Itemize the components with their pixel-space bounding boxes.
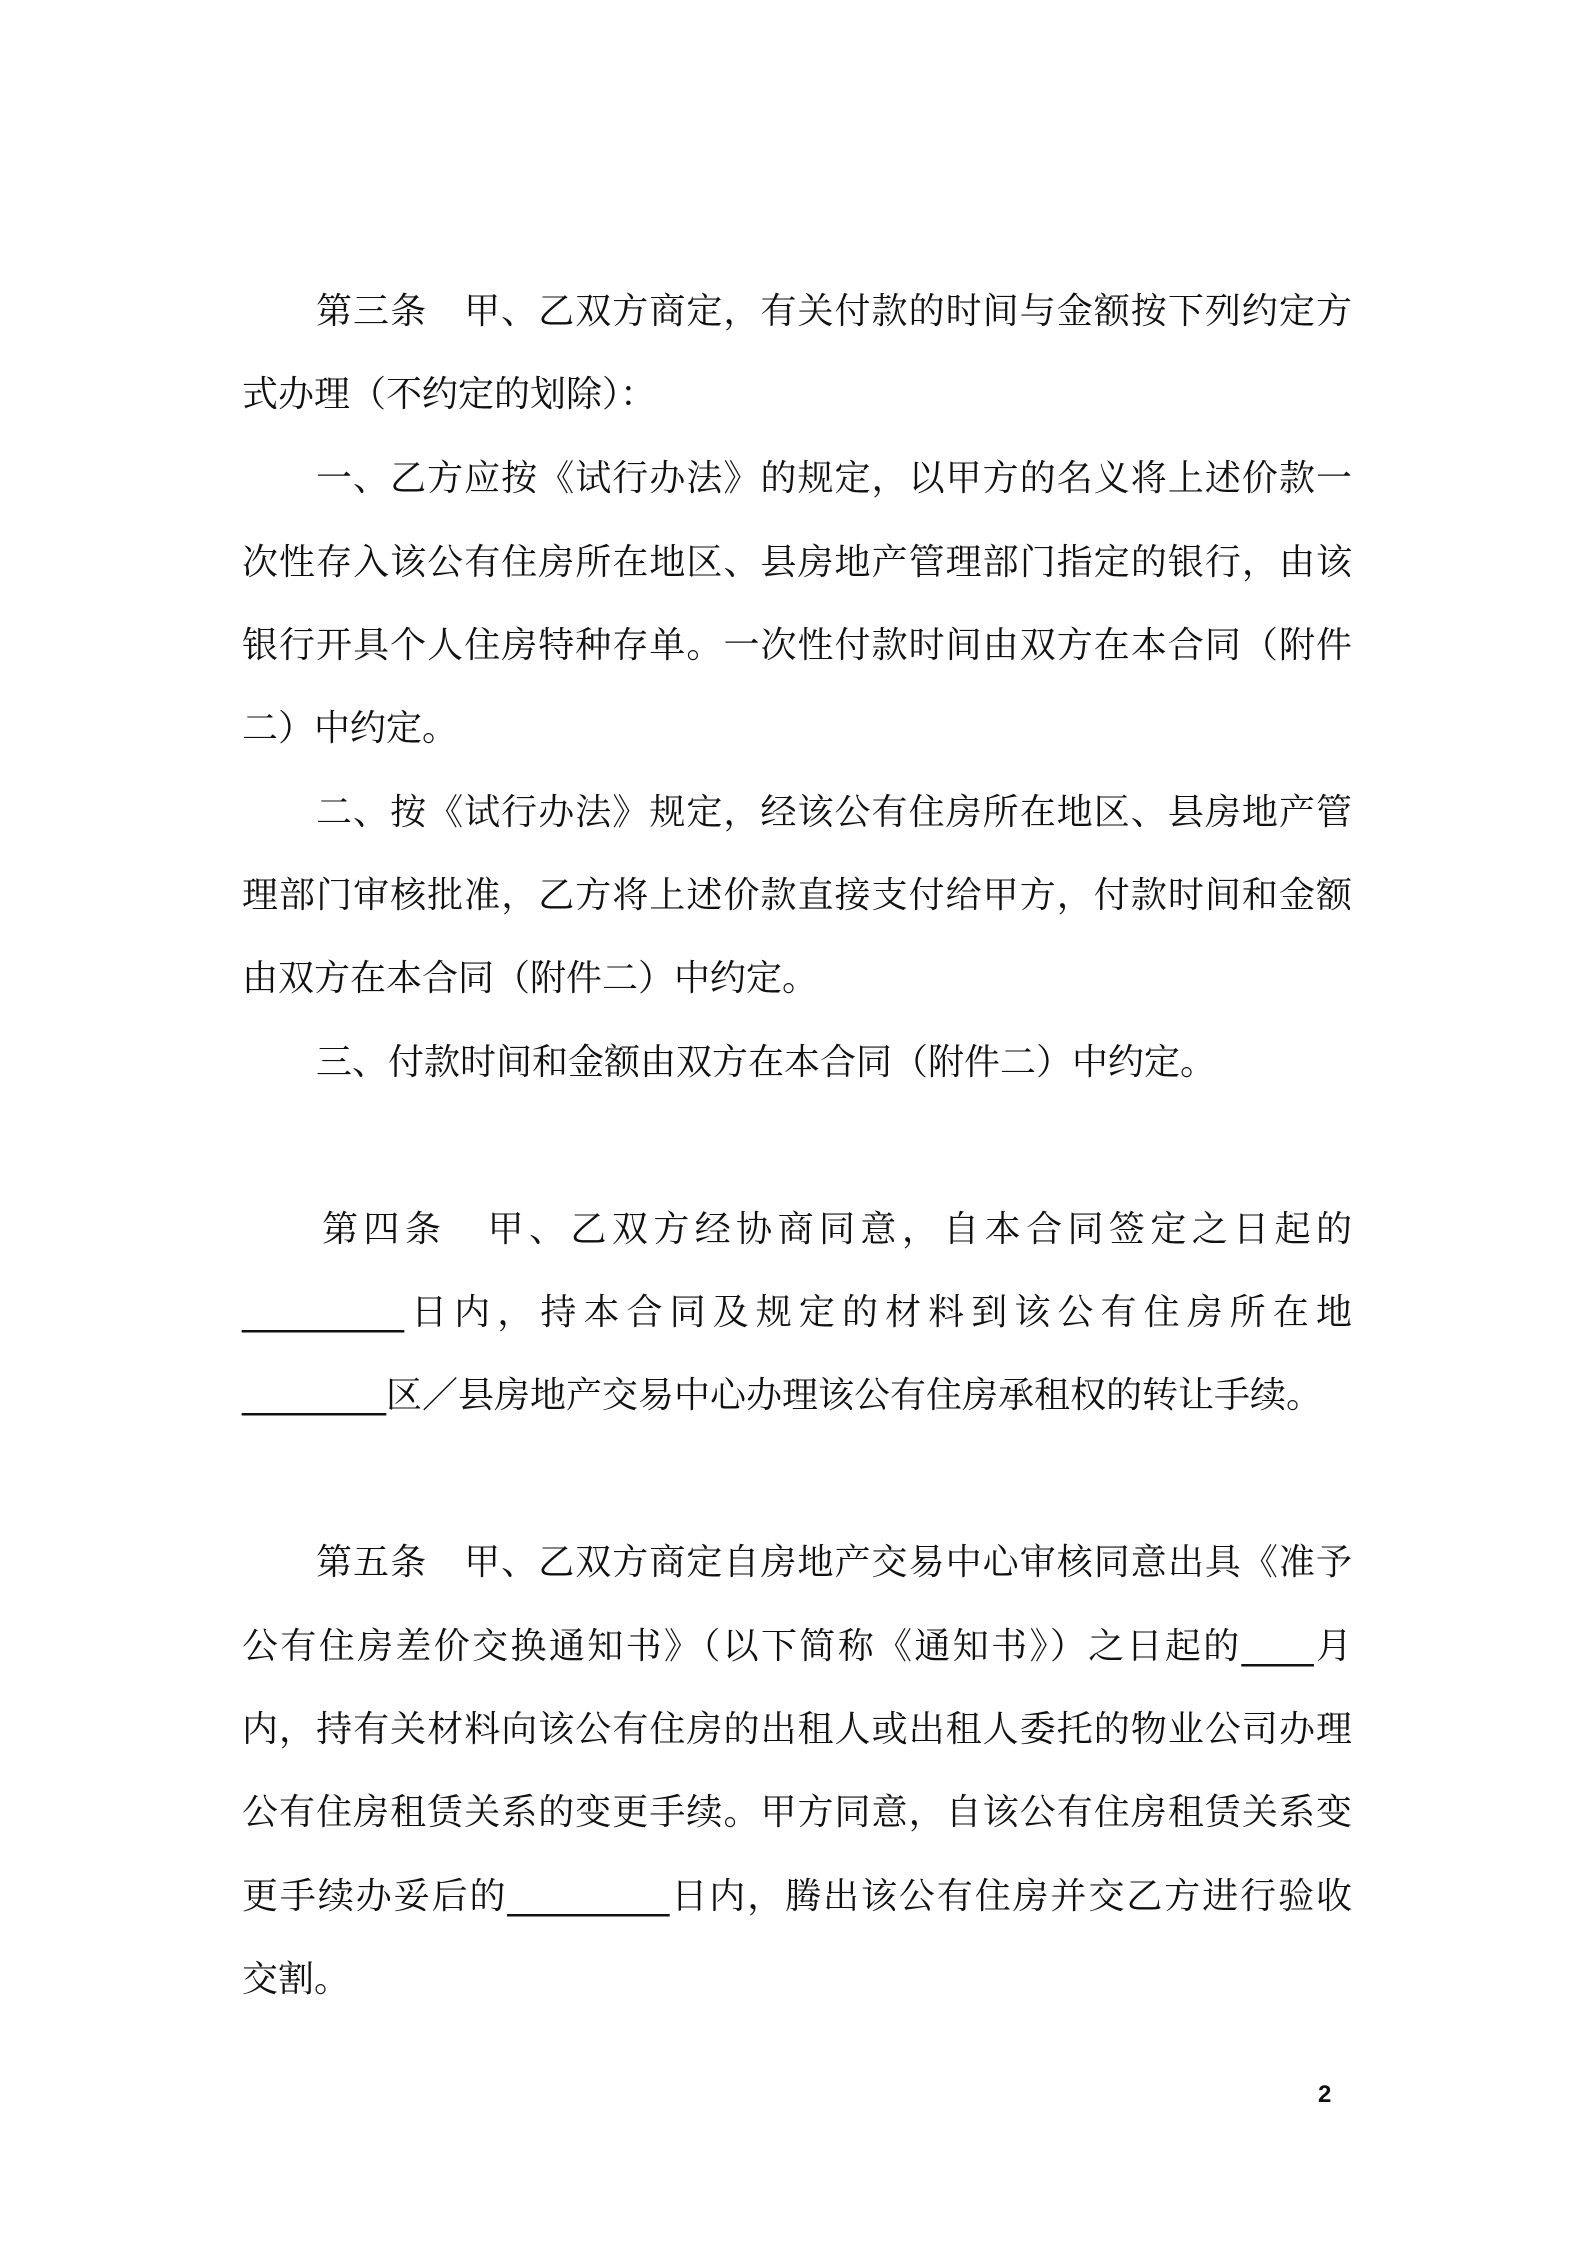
text-line: 第五条 甲、乙双方商定自房地产交易中心审核同意出具《准予	[316, 1542, 1352, 1583]
text-line: 由双方在本合同（附件二）中约定。	[242, 958, 819, 999]
text-line: 一、乙方应按《试行办法》的规定，以甲方的名义将上述价款一	[316, 458, 1352, 499]
text-line: 二、按《试行办法》规定，经该公有住房所在地区、县房地产管	[316, 792, 1352, 833]
text-line: 第四条 甲、乙双方经协商同意，自本合同签定之日起的	[322, 1209, 1352, 1250]
text-line: 次性存入该公有住房所在地区、县房地产管理部门指定的银行，由该	[242, 542, 1352, 583]
text-line: 交割。	[242, 1959, 351, 2000]
text-line: 更手续办妥后的_________日内，腾出该公有住房并交乙方进行验收	[242, 1876, 1352, 1917]
text-line: 理部门审核批准，乙方将上述价款直接支付给甲方，付款时间和金额	[242, 875, 1352, 916]
text-line: 内，持有关材料向该公有住房的出租人或出租人委托的物业公司办理	[242, 1709, 1352, 1750]
text-line: _________日内，持本合同及规定的材料到该公有住房所在地	[242, 1292, 1352, 1333]
text-line: 银行开具个人住房特种存单。一次性付款时间由双方在本合同（附件	[242, 625, 1352, 666]
text-line: 公有住房差价交换通知书》（以下简称《通知书》）之日起的____月	[242, 1626, 1352, 1667]
text-line: ________区／县房地产交易中心办理该公有住房承租权的转让手续。	[242, 1375, 1323, 1416]
text-line: 公有住房租赁关系的变更手续。甲方同意，自该公有住房租赁关系变	[242, 1792, 1352, 1833]
page-number: 2	[1318, 2081, 1332, 2108]
text-line: 式办理（不约定的划除）：	[242, 374, 657, 415]
text-line: 三、付款时间和金额由双方在本合同（附件二）中约定。	[316, 1042, 1217, 1083]
text-line: 第三条 甲、乙双方商定，有关付款的时间与金额按下列约定方	[316, 291, 1352, 332]
text-line: 二）中约定。	[242, 708, 459, 749]
